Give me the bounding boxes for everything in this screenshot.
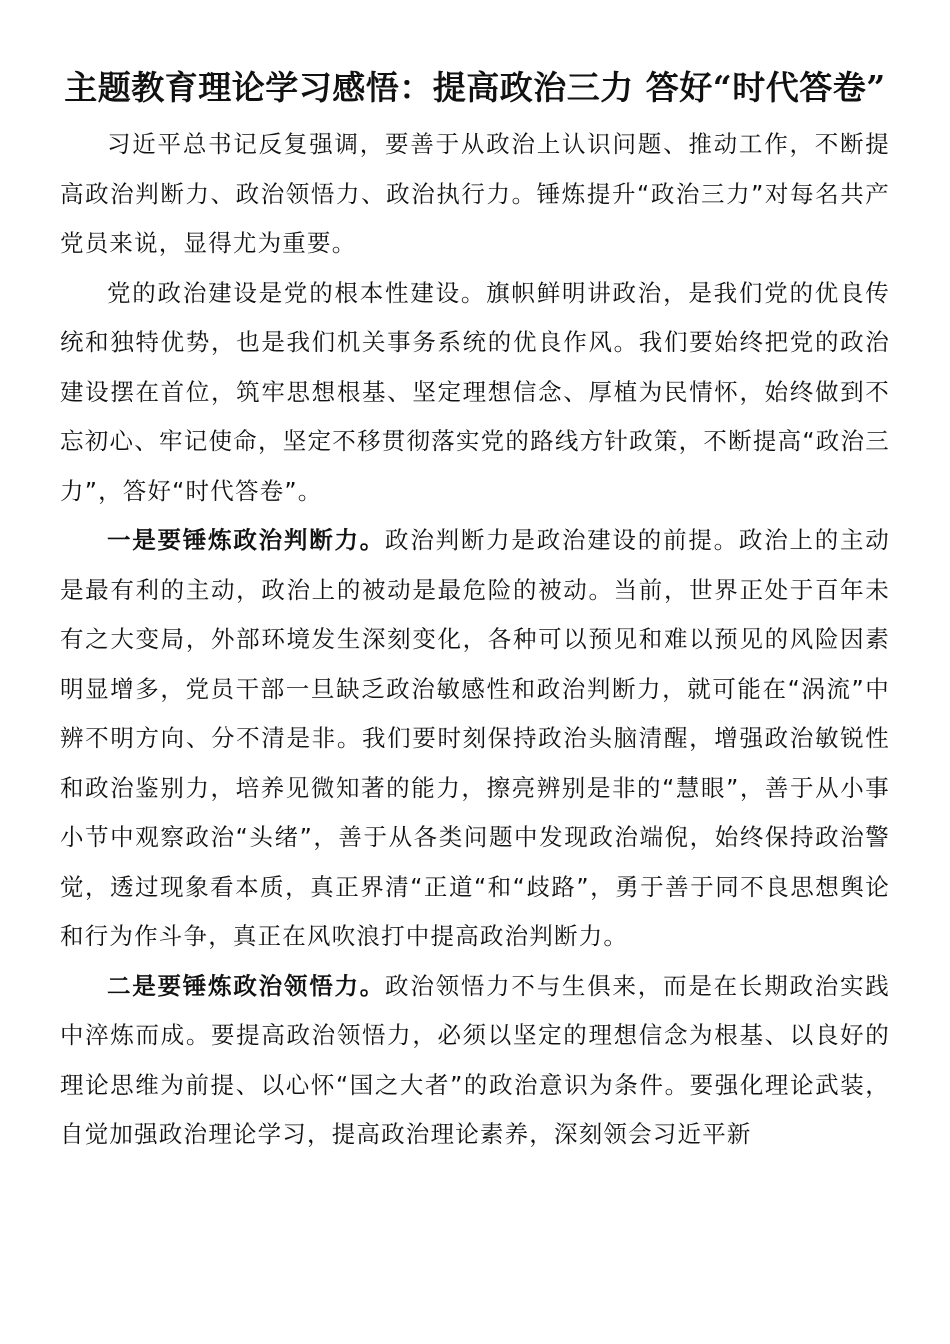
paragraph-comprehension: [60, 962, 890, 1160]
paragraph-text: 政治领悟力不与生俱来，而是在长期政治实践中淬炼而成。要提高政治领悟力，必须以坚定的理想信念为根基、以良好的理论思维为前提、以心怀“国之大者”的政治意识为条件。要强化理论武装，自觉加强政治理论学习，提高政治理论素养，深刻领会习近平新: [60, 971, 891, 1148]
paragraph-text: 政治判断力是政治建设的前提。政治上的主动是最有利的主动，政治上的被动是最危险的被动。当前，世界正处于百年未有之大变局，外部环境发生深刻变化，各种可以预见和难以预见的风险因素明显增多，党员干部一旦缺乏政治敏感性和政治判断力，就可能在“涡流”中辨不明方向、分不清是非。我们要时刻保持政治头脑清醒，增强政治敏锐性和政治鉴别力，培养见微知著的能力，擦亮辨别是非的“慧眼”，善于从小事小节中观察政治“头绪”，善于从各类问题中发现政治端倪，始终保持政治警觉，透过现象看本质，真正界清“正道“和“歧路”，勇于善于同不良思想舆论和行为作斗争，真正在风吹浪打中提高政治判断力。: [60, 526, 891, 950]
paragraph-intro: [60, 120, 890, 269]
document-page: [60, 62, 890, 1160]
paragraph-text: 党的政治建设是党的根本性建设。旗帜鲜明讲政治，是我们党的优良传统和独特优势，也是我们机关事务系统的优良作风。我们要始终把党的政治建设摆在首位，筑牢思想根基、坚定理想信念、厚植为民情怀，始终做到不忘初心、牢记使命，坚定不移贯彻落实党的路线方针政策，不断提高“政治三力”，答好“时代答卷”。: [60, 278, 890, 505]
paragraph-party-building: [60, 269, 890, 517]
paragraph-judgment: [60, 516, 890, 962]
paragraph-text: 习近平总书记反复强调，要善于从政治上认识问题、推动工作，不断提高政治判断力、政治领悟力、政治执行力。锤炼提升“政治三力”对每名共产党员来说，显得尤为重要。: [60, 130, 890, 257]
paragraph-lead: 一是要锤炼政治判断力。: [107, 526, 386, 554]
paragraph-lead: 二是要锤炼政治领悟力。: [107, 971, 386, 1000]
document-title: 主题教育理论学习感悟：提高政治三力 答好“时代答卷”: [64, 68, 886, 107]
